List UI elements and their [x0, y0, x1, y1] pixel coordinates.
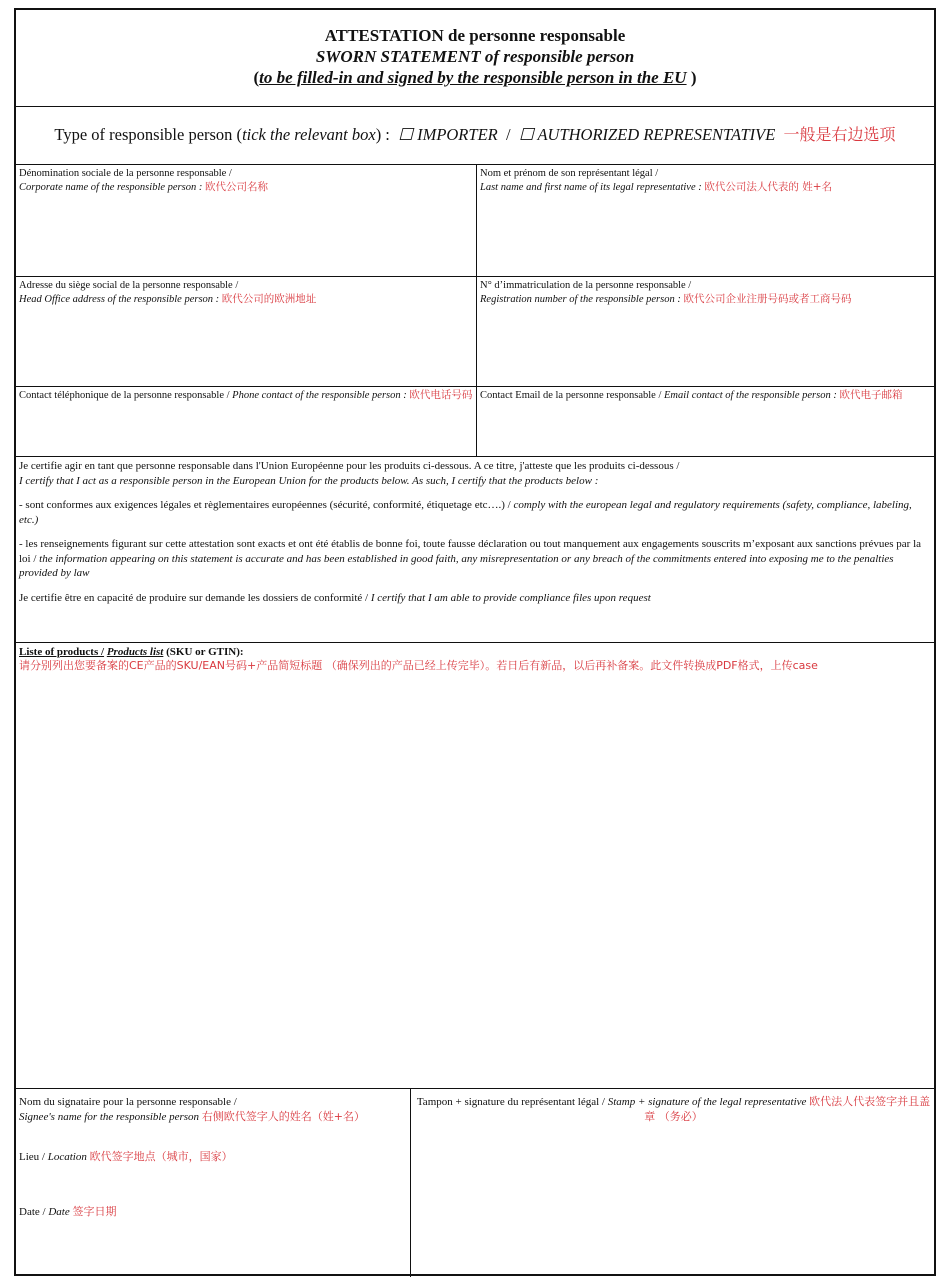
form-header — [16, 10, 934, 106]
corporate-name-field[interactable]: Dénomination sociale de la personne responsable / Corporate name of the responsible person : 欧代公司名称 — [19, 168, 268, 193]
fill-instruction: (to be filled-in and signed by the responsible person in the EU ) — [253, 68, 697, 87]
type-label: Type of responsible person (tick the relevant box) : — [54, 125, 390, 144]
row-names — [16, 164, 934, 276]
type-note: 一般是右边选项 — [783, 125, 896, 144]
phone-contact-field[interactable]: Contact téléphonique de la personne responsable / Phone contact of the responsible person : 欧代电话号码 — [19, 389, 473, 401]
signature-section — [16, 1088, 934, 1276]
signee-block — [16, 1089, 410, 1277]
head-office-address-field[interactable]: Adresse du siège social de la personne responsable / Head Office address of the responsible person : 欧代公司的欧洲地址 — [19, 280, 317, 305]
title-french: ATTESTATION de personne responsable — [324, 26, 626, 45]
registration-number-field[interactable]: N° d’immatriculation de la personne responsable / Registration number of the responsible person : 欧代公司企业注册号码或者工商号码 — [476, 277, 936, 387]
title-english: SWORN STATEMENT of responsible person — [315, 47, 635, 66]
responsible-type-row — [16, 106, 934, 164]
importer-checkbox[interactable]: ☐ IMPORTER — [398, 125, 498, 144]
authorized-representative-checkbox[interactable]: ☐ AUTHORIZED REPRESENTATIVE — [518, 125, 776, 144]
declaration-p3: - les renseignements figurant sur cette attestation sont exacts et ont été établis de bonne foi, toute fausse déclaration ou tout manquement aux engagements souscrits m’exposant aux sanctions prévues par la loi / the information appearing on this statement is accurate and has been established in good faith, any misrepresentation or any breach of the commitments entered into exposing me to the penalties provided by law — [19, 538, 922, 579]
row-address — [16, 276, 934, 386]
signee-name-field[interactable]: Nom du signataire pour la personne responsable / Signee's name for the responsible person 右侧欧代签字人的姓名（姓+名） — [19, 1096, 366, 1123]
attestation-form — [14, 8, 936, 1276]
legal-representative-field[interactable]: Nom et prénom de son représentant légal / Last name and first name of its legal representative : 欧代公司法人代表的 姓+名 — [476, 165, 936, 277]
row-contacts — [16, 386, 934, 456]
products-list-section[interactable] — [16, 642, 934, 1088]
declaration-p2: - sont conformes aux exigences légales et règlementaires européennes (sécurité, conformité, étiquetage etc….) / comply with the european legal and regulatory requirements (safety, compliance, labeling, etc.) — [19, 499, 912, 526]
declaration-p1: Je certifie agir en tant que personne responsable dans l'Union Européenne pour les produits ci-dessous. A ce titre, j'atteste que les produits ci-dessous / I certify that I act as a responsible person in the European Union for the products below. As such, I certify that the products below : — [19, 460, 680, 487]
date-field[interactable]: Date / Date 签字日期 — [19, 1204, 117, 1218]
type-separator: / — [505, 125, 511, 144]
location-field[interactable]: Lieu / Location 欧代签字地点（城市，国家） — [19, 1150, 233, 1163]
email-contact-field[interactable]: Contact Email de la personne responsable / Email contact of the responsible person : 欧代电子邮箱 — [476, 387, 936, 457]
declaration-p4: Je certifie être en capacité de produire sur demande les dossiers de conformité / I certify that I am able to provide compliance files upon request — [19, 591, 651, 604]
declaration-section — [16, 456, 934, 642]
stamp-signature-field[interactable]: Tampon + signature du représentant légal / Stamp + signature of the legal representative 欧代法人代表签字并且盖章 （务必） — [410, 1089, 936, 1277]
products-list-heading: Liste of products / Products list (SKU or GTIN): — [19, 646, 244, 658]
products-list-note: 请分别列出您要备案的CE产品的SKU/EAN号码+产品简短标题 （确保列出的产品已经上传完毕）。若日后有新品，以后再补备案。此文件转换成PDF格式，上传case — [19, 659, 818, 672]
